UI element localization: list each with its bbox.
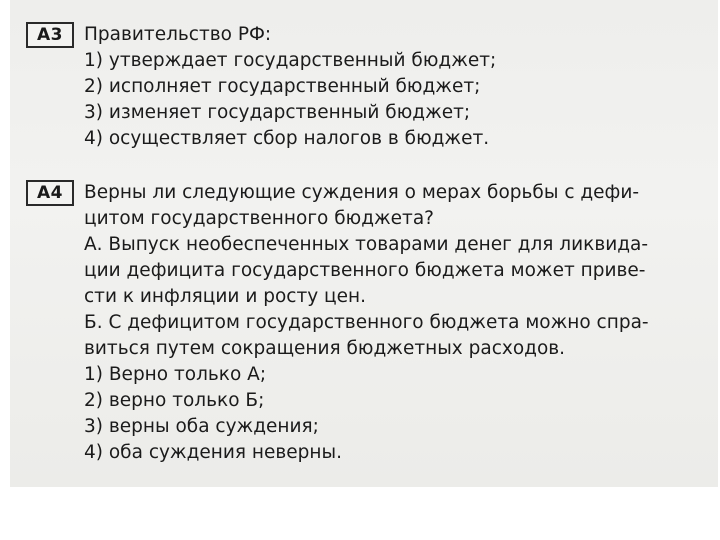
answer-option: 2) верно только Б; [84,390,265,411]
question-number-label: A3 [26,22,74,48]
question-body [84,180,714,466]
answer-option: 1) утверждает государственный бюджет; [84,50,497,71]
question-body [84,22,714,152]
scanned-page [10,0,718,487]
statement-a-line: ции дефицита государственного бюджета может приве- [84,260,646,281]
answer-option: 3) изменяет государственный бюджет; [84,102,471,123]
statement-a-line: сти к инфляции и росту цен. [84,286,367,307]
question-stem: Правительство РФ: [84,24,272,45]
question-number-label: A4 [26,180,74,206]
answer-option: 4) осуществляет сбор налогов в бюджет. [84,128,490,149]
statement-b-line: Б. С дефицитом государственного бюджета можно спра- [84,312,649,333]
question-stem-line: цитом государственного бюджета? [84,208,434,229]
statement-a-line: А. Выпуск необеспеченных товарами денег для ликвида- [84,234,649,255]
statement-b-line: виться путем сокращения бюджетных расходов. [84,338,566,359]
answer-option: 4) оба суждения неверны. [84,442,342,463]
question-stem-line: Верны ли следующие суждения о мерах борьбы с дефи- [84,182,640,203]
answer-option: 2) исполняет государственный бюджет; [84,76,481,97]
answer-option: 1) Верно только А; [84,364,267,385]
answer-option: 3) верны оба суждения; [84,416,319,437]
